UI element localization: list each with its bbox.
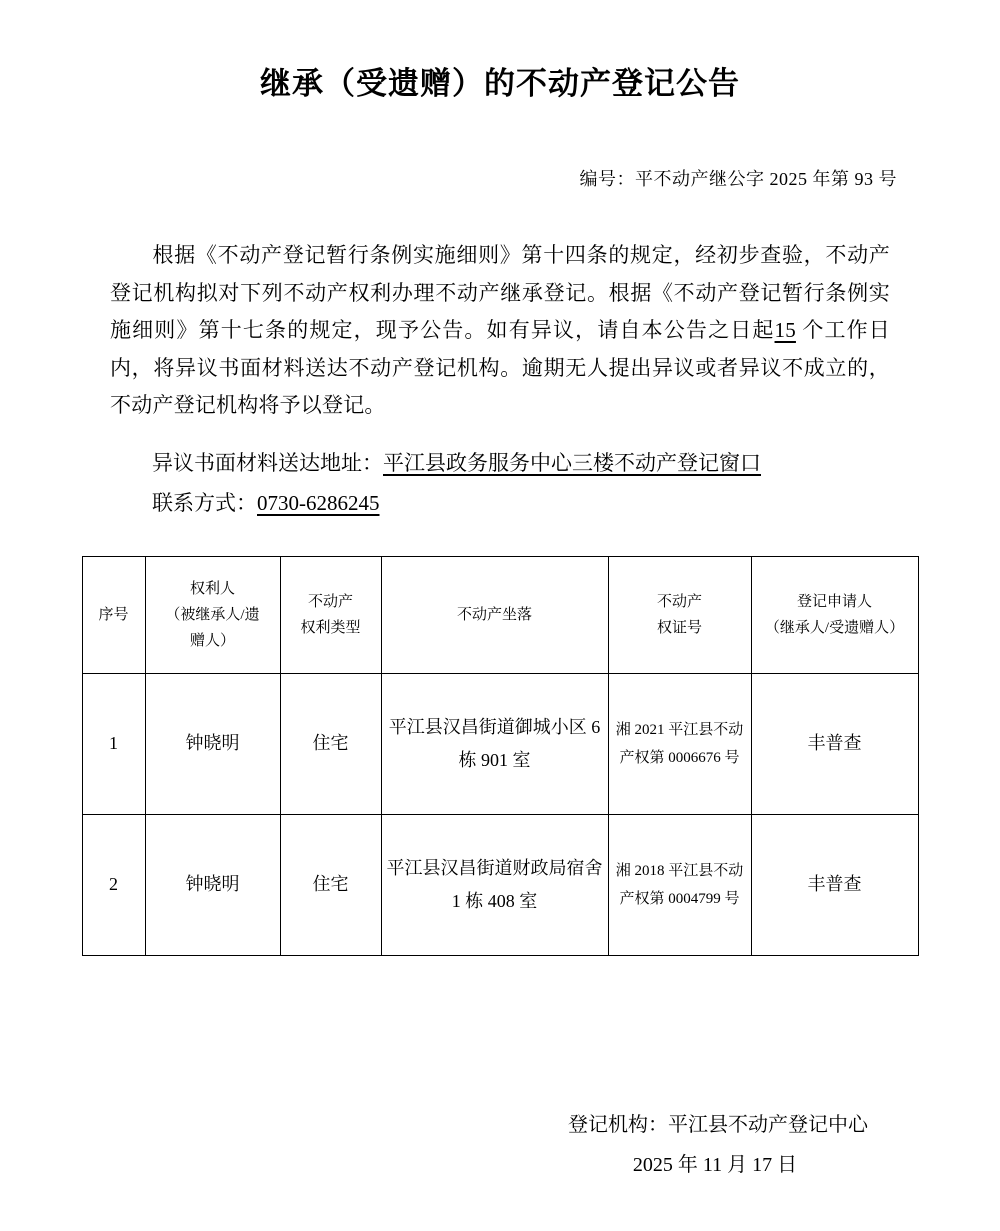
delivery-address-value: 平江县政务服务中心三楼不动产登记窗口 [383, 451, 761, 476]
cell-no: 2 [82, 815, 145, 956]
paragraph-text-part2: 个工作日内，将异议书面材料送达不动产登记机构。逾期无人提出异议或者异议不成立的，不动产登记机构将予以登记。 [110, 318, 890, 417]
contact-line [55, 485, 945, 522]
table-header [82, 557, 918, 674]
document-number: 编号：平不动产继公字 2025 年第 93 号 [579, 169, 897, 190]
cell-certificate: 湘 2021 平江县不动产权第 0006676 号 [608, 674, 751, 815]
contact-value: 0730-6286245 [257, 490, 380, 515]
document-footer [568, 1105, 868, 1185]
objection-days: 15 [774, 318, 796, 343]
announcement-paragraph [55, 237, 945, 424]
column-header-owner-line1: 权利人 [189, 580, 235, 597]
column-header-applicant-line1: 登记申请人 [796, 593, 872, 610]
column-header-no: 序号 [82, 557, 145, 674]
document-page [0, 62, 1000, 1231]
table-header-row [82, 557, 918, 674]
column-header-applicant [751, 557, 918, 674]
column-header-certificate-line1: 不动产 [656, 593, 702, 610]
table-body [82, 674, 918, 956]
column-header-certificate [608, 557, 751, 674]
column-header-owner [145, 557, 280, 674]
column-header-type-line2: 权利类型 [300, 620, 361, 637]
cell-certificate: 湘 2018 平江县不动产权第 0004799 号 [608, 815, 751, 956]
contact-label: 联系方式： [152, 490, 257, 515]
table-row [82, 815, 918, 956]
delivery-address-line [55, 445, 945, 482]
paragraph-text-part1: 根据《不动产登记暂行条例实施细则》第十四条的规定，经初步查验，不动产登记机构拟对下列不动产权利办理不动产继承登记。根据《不动产登记暂行条例实施细则》第十七条的规定，现予公告。如有异议，请自本公告之日起 [110, 243, 890, 343]
issuing-organization: 登记机构：平江县不动产登记中心 [568, 1114, 868, 1136]
column-header-owner-line3: 赠人） [189, 633, 235, 650]
cell-location: 平江县汉昌街道御城小区 6 栋 901 室 [381, 674, 608, 815]
cell-type: 住宅 [280, 815, 381, 956]
registration-table [82, 556, 919, 956]
column-header-applicant-line2: （继承人/受遗赠人） [764, 620, 905, 637]
cell-applicant: 丰普查 [751, 815, 918, 956]
column-header-certificate-line2: 权证号 [656, 620, 702, 637]
cell-owner: 钟晓明 [145, 815, 280, 956]
cell-owner: 钟晓明 [145, 674, 280, 815]
cell-no: 1 [82, 674, 145, 815]
delivery-address-label: 异议书面材料送达地址： [152, 451, 383, 476]
column-header-type [280, 557, 381, 674]
cell-applicant: 丰普查 [751, 674, 918, 815]
issue-date: 2025 年 11 月 17 日 [632, 1154, 798, 1176]
page-title: 继承（受遗赠）的不动产登记公告 [260, 66, 740, 101]
column-header-owner-line2: （被继承人/遗 [165, 606, 260, 623]
column-header-location: 不动产坐落 [381, 557, 608, 674]
cell-type: 住宅 [280, 674, 381, 815]
cell-location: 平江县汉昌街道财政局宿舍 1 栋 408 室 [381, 815, 608, 956]
table-row [82, 674, 918, 815]
column-header-type-line1: 不动产 [307, 593, 353, 610]
